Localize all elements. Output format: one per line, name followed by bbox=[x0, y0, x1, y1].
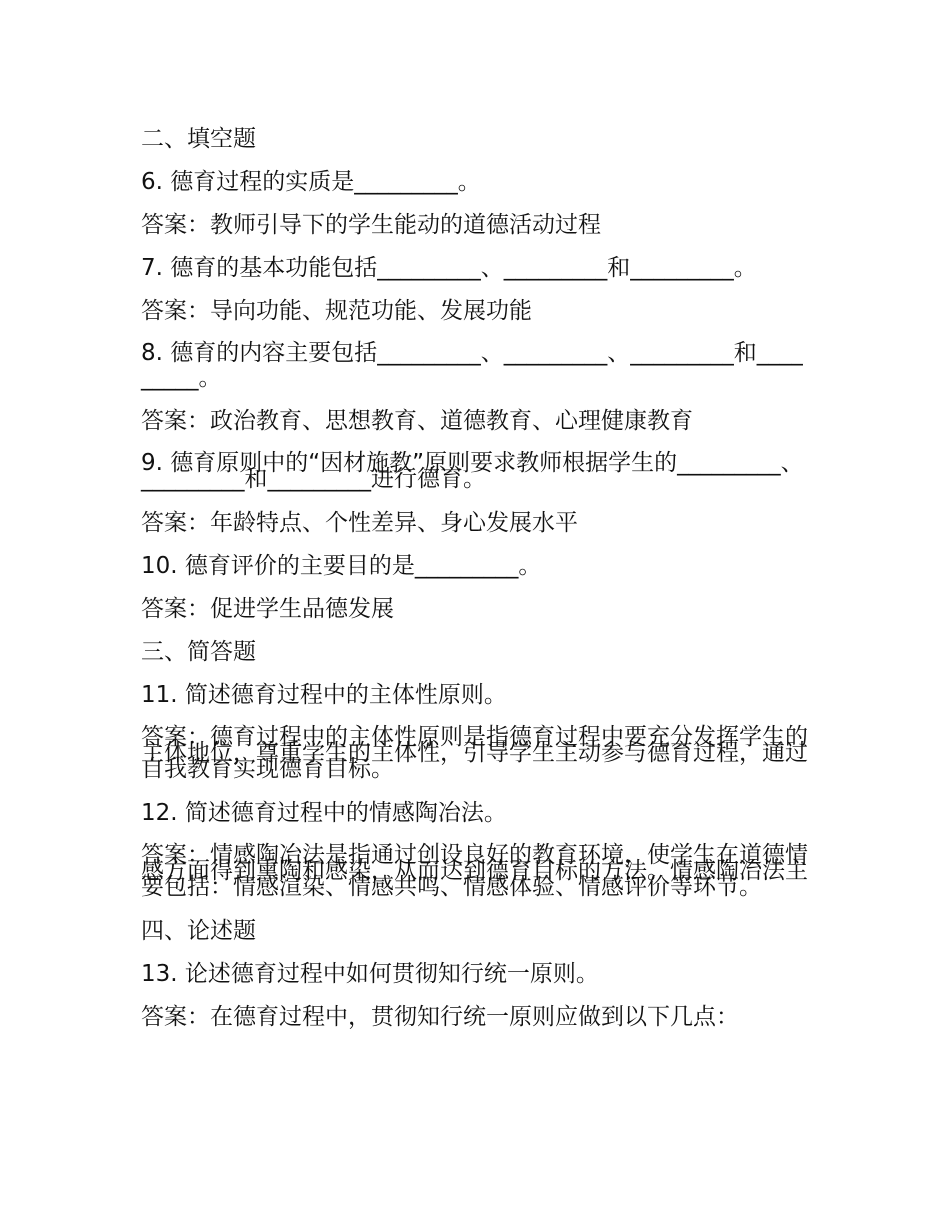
document-page bbox=[141, 126, 813, 1047]
question-9: 9. 德育原则中的“因材施教”原则要求教师根据学生的_________、_________和_________进行德育。 bbox=[141, 450, 804, 492]
question-8: 8. 德育的内容主要包括_________、_________、_________和_________。 bbox=[141, 340, 803, 391]
section-heading-fill-blank: 二、填空题 bbox=[141, 126, 256, 152]
answer-13: 答案：在德育过程中，贯彻知行统一原则应做到以下几点： bbox=[141, 1004, 739, 1030]
section-heading-essay: 四、论述题 bbox=[141, 918, 256, 944]
answer-8: 答案：政治教育、思想教育、道德教育、心理健康教育 bbox=[141, 408, 693, 434]
answer-12: 答案：情感陶冶法是指通过创设良好的教育环境，使学生在道德情感方面得到熏陶和感染，从而达到德育目标的方法。情感陶冶法主要包括：情感渲染、情感共鸣、情感体验、情感评价等环节。 bbox=[141, 842, 808, 900]
question-11: 11. 简述德育过程中的主体性原则。 bbox=[141, 682, 507, 708]
answer-10: 答案：促进学生品德发展 bbox=[141, 596, 394, 622]
answer-9: 答案：年龄特点、个性差异、身心发展水平 bbox=[141, 510, 578, 536]
question-13: 13. 论述德育过程中如何贯彻知行统一原则。 bbox=[141, 961, 599, 987]
question-7: 7. 德育的基本功能包括_________、_________和_________。 bbox=[141, 255, 757, 281]
question-6: 6. 德育过程的实质是_________。 bbox=[141, 169, 481, 195]
answer-11: 答案：德育过程中的主体性原则是指德育过程中要充分发挥学生的主体地位，尊重学生的主体性，引导学生主动参与德育过程，通过自我教育实现德育目标。 bbox=[141, 724, 808, 782]
question-10: 10. 德育评价的主要目的是_________。 bbox=[141, 553, 542, 579]
answer-7: 答案：导向功能、规范功能、发展功能 bbox=[141, 298, 532, 324]
question-12: 12. 简述德育过程中的情感陶冶法。 bbox=[141, 800, 507, 826]
answer-6: 答案：教师引导下的学生能动的道德活动过程 bbox=[141, 212, 601, 238]
section-heading-short-answer: 三、简答题 bbox=[141, 639, 256, 665]
